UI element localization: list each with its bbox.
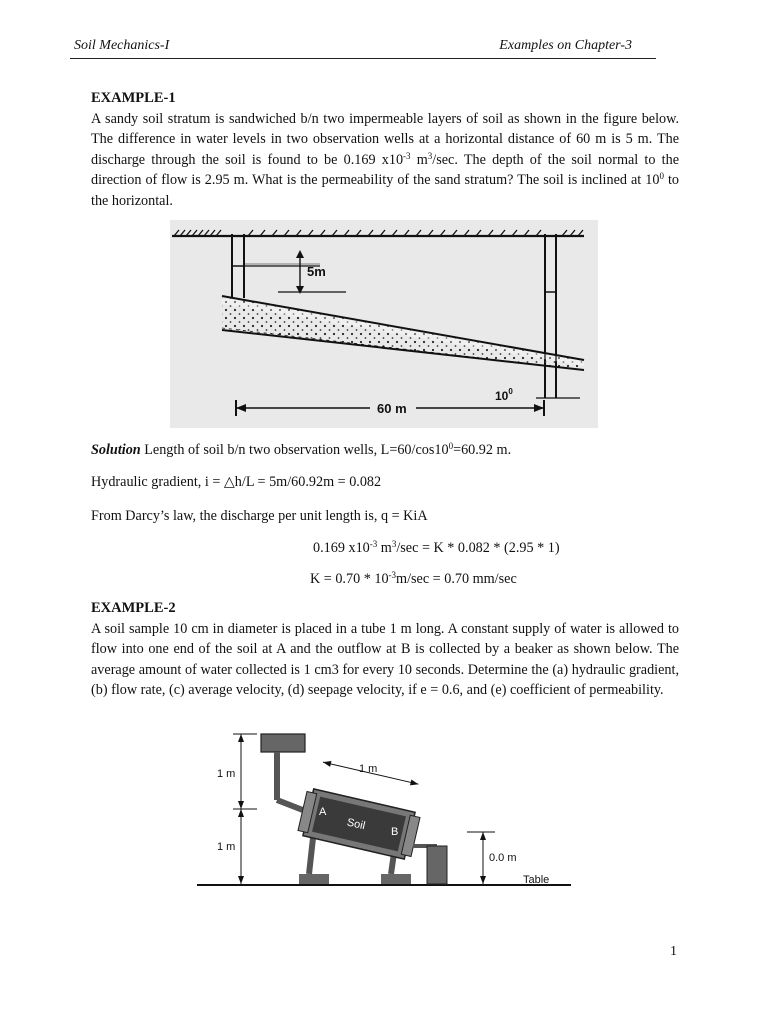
table-label: Table <box>523 874 550 886</box>
example1-soil-stratum-figure <box>170 220 598 428</box>
header-course-title: Soil Mechanics-I <box>74 38 170 53</box>
example1-title: EXAMPLE-1 <box>91 90 176 106</box>
example2-statement <box>91 598 679 701</box>
header-divider <box>70 58 656 59</box>
example2-paragraph: A soil sample 10 cm in diameter is placed in a tube 1 m long. A constant supply of water is allowed to flow into one end of the soil at A and the outflow at B is collected by a beaker as shown below. The average amount of water collected is 1 cm3 for every 10 seconds. Determine the (a) hydraulic gradient, (b) flow rate, (c) average velocity, (d) seepage velocity, if e = 0.6, and (e) coefficient of permeability. <box>91 620 679 698</box>
solution-line-equation: 0.169 $x10^{-3}$ $m^3/\sec = K * 0.082 * (2.95 * 1)$ <box>313 539 560 556</box>
page-number: 1 <box>670 944 677 959</box>
example2-permeameter-figure <box>195 728 575 898</box>
soil-label: Soil <box>345 816 367 833</box>
example1-statement <box>91 88 679 211</box>
inclination-label: $10^0$ <box>495 387 513 403</box>
solution-line-length: Solution Length of soil b/n two observation wells, $L=60/\cos 10^0=60.92$ m. <box>91 441 512 458</box>
page-header <box>74 38 654 58</box>
header-chapter-title: Examples on Chapter-3 <box>499 38 632 53</box>
example1-paragraph: A sandy soil stratum is sandwiched b/n two impermeable layers of soil as shown in the figure below. The difference in water levels in two observation wells at a horizontal distance of 60 m is 5 m. The discharge through the soil is found to be 0.169 $x10^{-3}$ $m^3/\sec$. The depth of the soil normal to the direction of flow is 2.95 m. What is the permeability of the sand stratum? The soil is inclined at $10^0$ to the horizontal. <box>91 110 679 209</box>
head-difference-label: 5m <box>307 264 326 279</box>
point-b-label: B <box>391 826 399 838</box>
horizontal-distance-label: 60 m <box>377 401 407 416</box>
solution-line-gradient: Hydraulic gradient, i = △h/L = 5m/60.92m = 0.082 <box>91 474 382 490</box>
solution-line-darcy: From Darcy’s law, the discharge per unit length is, q = KiA <box>91 508 428 524</box>
outflow-height-label: 0.0 m <box>489 852 517 864</box>
lower-height-label: 1 m <box>217 841 236 853</box>
solution-line-result: $K = 0.70 * 10^{-3}m/\sec = 0.70$ mm/sec <box>310 570 517 587</box>
point-a-label: A <box>319 806 327 818</box>
tube-length-label: 1 m <box>359 763 378 775</box>
upper-height-label: 1 m <box>217 768 236 780</box>
example2-title: EXAMPLE-2 <box>91 600 176 616</box>
